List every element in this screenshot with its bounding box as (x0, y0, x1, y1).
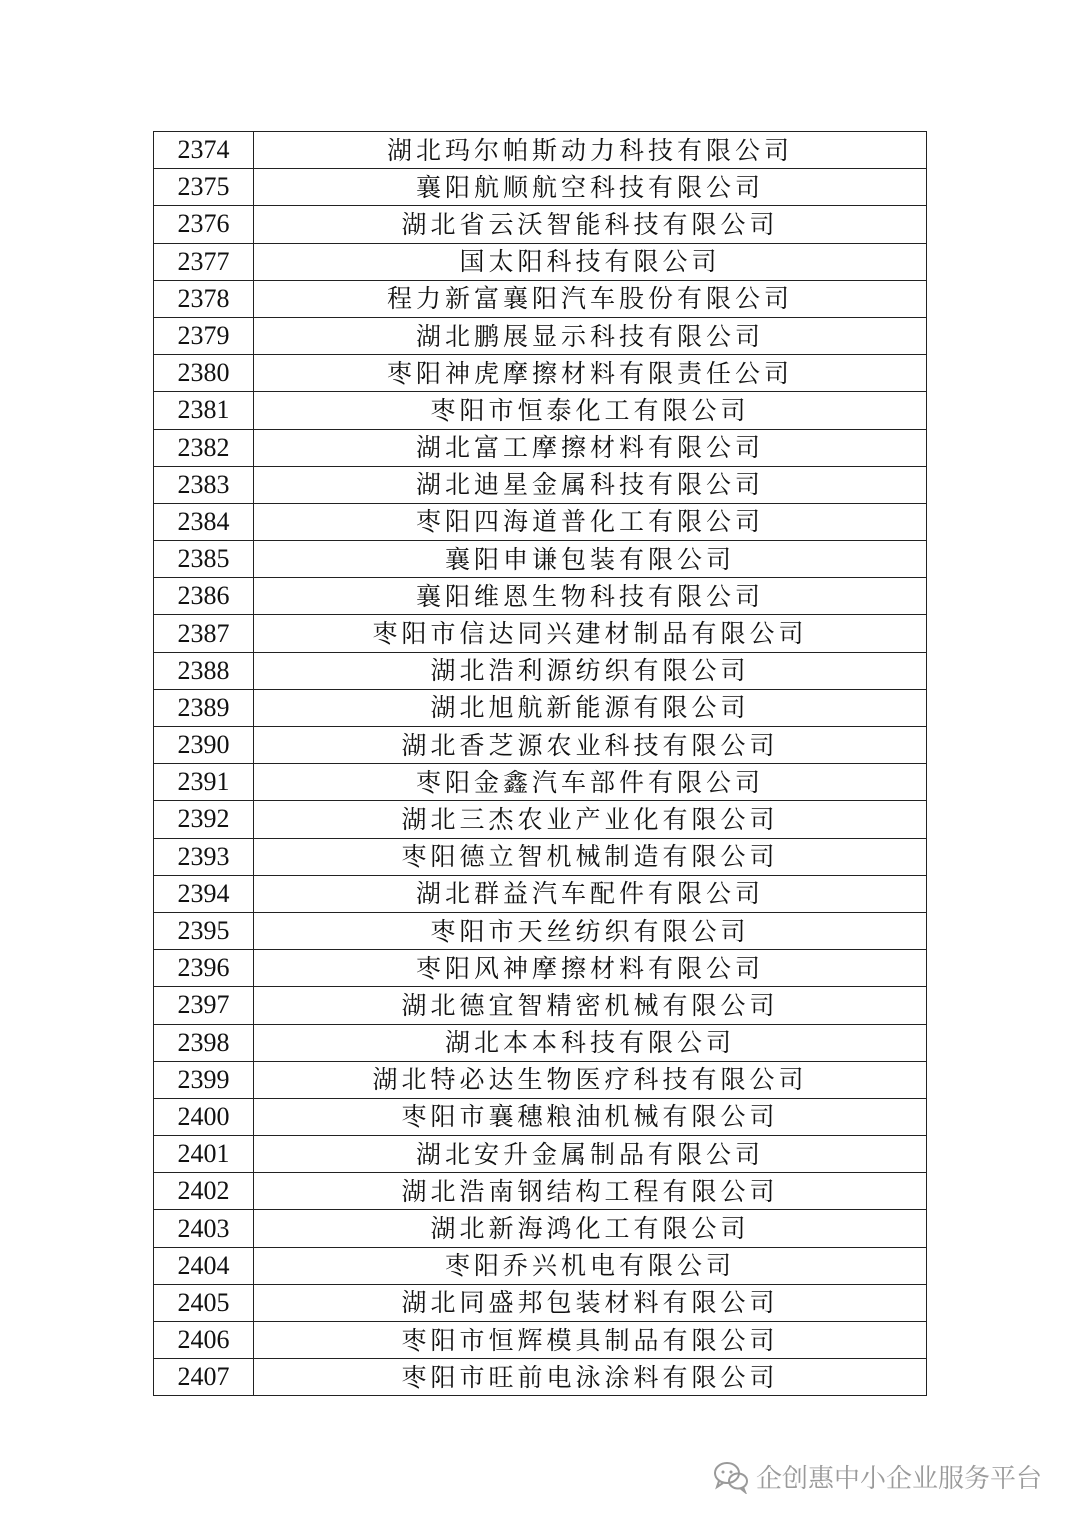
company-name-cell: 湖北特必达生物医疗科技有限公司 (254, 1061, 927, 1098)
table-row (154, 466, 927, 503)
table-row (154, 838, 927, 875)
table-row (154, 169, 927, 206)
table-row (154, 243, 927, 280)
company-name-cell: 湖北安升金属制品有限公司 (254, 1136, 927, 1173)
company-name-cell: 枣阳神虎摩擦材料有限责任公司 (254, 355, 927, 392)
row-number-cell: 2404 (154, 1247, 254, 1284)
company-name-cell: 枣阳市天丝纺织有限公司 (254, 912, 927, 949)
row-number-cell: 2374 (154, 132, 254, 169)
company-name-cell: 湖北迪星金属科技有限公司 (254, 466, 927, 503)
table-row (154, 1210, 927, 1247)
company-name-cell: 湖北同盛邦包装材料有限公司 (254, 1284, 927, 1321)
company-name-cell: 湖北新海鸿化工有限公司 (254, 1210, 927, 1247)
company-name-cell: 枣阳市恒辉模具制品有限公司 (254, 1322, 927, 1359)
company-name-cell: 襄阳维恩生物科技有限公司 (254, 578, 927, 615)
row-number-cell: 2375 (154, 169, 254, 206)
table-row (154, 1284, 927, 1321)
row-number-cell: 2407 (154, 1359, 254, 1396)
table-row (154, 392, 927, 429)
row-number-cell: 2379 (154, 317, 254, 354)
table-row (154, 1359, 927, 1396)
company-name-cell: 襄阳航顺航空科技有限公司 (254, 169, 927, 206)
company-name-cell: 襄阳申谦包装有限公司 (254, 541, 927, 578)
table-row (154, 615, 927, 652)
company-name-cell: 枣阳市旺前电泳涂料有限公司 (254, 1359, 927, 1396)
company-name-cell: 程力新富襄阳汽车股份有限公司 (254, 280, 927, 317)
row-number-cell: 2376 (154, 206, 254, 243)
table-row (154, 578, 927, 615)
row-number-cell: 2406 (154, 1322, 254, 1359)
table-row (154, 280, 927, 317)
table-row (154, 317, 927, 354)
company-name-cell: 湖北浩利源纺织有限公司 (254, 652, 927, 689)
table-row (154, 689, 927, 726)
table-row (154, 1024, 927, 1061)
table-row (154, 132, 927, 169)
row-number-cell: 2384 (154, 503, 254, 540)
row-number-cell: 2377 (154, 243, 254, 280)
company-name-cell: 枣阳风神摩擦材料有限公司 (254, 950, 927, 987)
row-number-cell: 2405 (154, 1284, 254, 1321)
row-number-cell: 2401 (154, 1136, 254, 1173)
table-row (154, 727, 927, 764)
table-row (154, 1173, 927, 1210)
company-name-cell: 枣阳四海道普化工有限公司 (254, 503, 927, 540)
row-number-cell: 2382 (154, 429, 254, 466)
table-row (154, 987, 927, 1024)
company-name-cell: 湖北香芝源农业科技有限公司 (254, 727, 927, 764)
row-number-cell: 2383 (154, 466, 254, 503)
table-body (154, 132, 927, 1396)
table-row (154, 541, 927, 578)
table-row (154, 206, 927, 243)
table-row (154, 1322, 927, 1359)
table-row (154, 429, 927, 466)
company-name-cell: 湖北本本科技有限公司 (254, 1024, 927, 1061)
row-number-cell: 2400 (154, 1098, 254, 1135)
table-row (154, 1136, 927, 1173)
table-row (154, 764, 927, 801)
company-name-cell: 枣阳市襄穗粮油机械有限公司 (254, 1098, 927, 1135)
table-row (154, 1061, 927, 1098)
watermark (712, 1458, 1042, 1495)
row-number-cell: 2385 (154, 541, 254, 578)
company-name-cell: 湖北德宜智精密机械有限公司 (254, 987, 927, 1024)
table-row (154, 355, 927, 392)
row-number-cell: 2396 (154, 950, 254, 987)
company-name-cell: 湖北玛尔帕斯动力科技有限公司 (254, 132, 927, 169)
company-name-cell: 湖北富工摩擦材料有限公司 (254, 429, 927, 466)
table-row (154, 950, 927, 987)
table-row (154, 875, 927, 912)
row-number-cell: 2387 (154, 615, 254, 652)
company-name-cell: 枣阳市恒泰化工有限公司 (254, 392, 927, 429)
row-number-cell: 2390 (154, 727, 254, 764)
row-number-cell: 2392 (154, 801, 254, 838)
table-row (154, 652, 927, 689)
table-row (154, 1247, 927, 1284)
company-name-cell: 湖北旭航新能源有限公司 (254, 689, 927, 726)
company-name-cell: 湖北省云沃智能科技有限公司 (254, 206, 927, 243)
row-number-cell: 2397 (154, 987, 254, 1024)
company-name-cell: 枣阳市信达同兴建材制品有限公司 (254, 615, 927, 652)
row-number-cell: 2403 (154, 1210, 254, 1247)
row-number-cell: 2380 (154, 355, 254, 392)
row-number-cell: 2398 (154, 1024, 254, 1061)
company-name-cell: 枣阳德立智机械制造有限公司 (254, 838, 927, 875)
row-number-cell: 2389 (154, 689, 254, 726)
table-row (154, 912, 927, 949)
row-number-cell: 2386 (154, 578, 254, 615)
row-number-cell: 2399 (154, 1061, 254, 1098)
company-name-cell: 湖北鹏展显示科技有限公司 (254, 317, 927, 354)
row-number-cell: 2388 (154, 652, 254, 689)
row-number-cell: 2381 (154, 392, 254, 429)
row-number-cell: 2394 (154, 875, 254, 912)
row-number-cell: 2378 (154, 280, 254, 317)
company-name-cell: 枣阳乔兴机电有限公司 (254, 1247, 927, 1284)
wechat-icon (712, 1460, 750, 1494)
table-row (154, 503, 927, 540)
watermark-text: 企创惠中小企业服务平台 (755, 1464, 1042, 1494)
row-number-cell: 2395 (154, 912, 254, 949)
company-name-cell: 湖北三杰农业产业化有限公司 (254, 801, 927, 838)
company-name-cell: 国太阳科技有限公司 (254, 243, 927, 280)
company-name-cell: 枣阳金鑫汽车部件有限公司 (254, 764, 927, 801)
row-number-cell: 2393 (154, 838, 254, 875)
company-name-cell: 湖北浩南钢结构工程有限公司 (254, 1173, 927, 1210)
company-name-cell: 湖北群益汽车配件有限公司 (254, 875, 927, 912)
table-row (154, 1098, 927, 1135)
company-list-table (153, 131, 927, 1396)
row-number-cell: 2391 (154, 764, 254, 801)
row-number-cell: 2402 (154, 1173, 254, 1210)
table-row (154, 801, 927, 838)
